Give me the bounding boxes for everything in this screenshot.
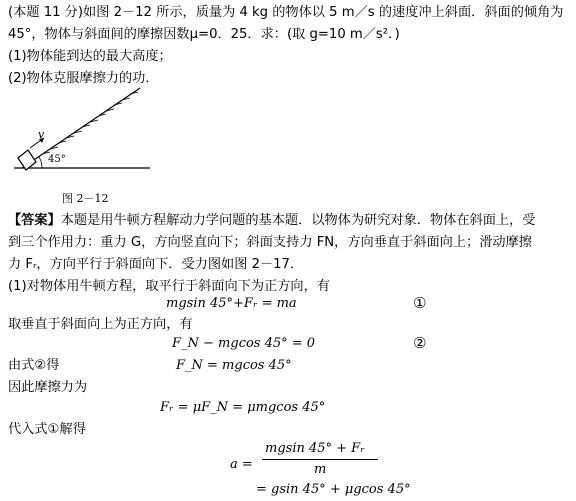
problem-line-1: (本题 11 分)如图 2－12 所示，质量为 4 kg 的物体以 5 m／s 的速度冲上斜面．斜面的倾角为 <box>8 5 564 20</box>
equation-1-number: ① <box>413 294 427 312</box>
answer-line-7: 因此摩擦力为 <box>8 380 88 395</box>
angle-arc <box>39 157 42 168</box>
equation-1: mgsin 45°+Fᵣ = ma <box>166 296 297 311</box>
equation-2: F_N − mgcos 45° = 0 <box>172 336 316 351</box>
answer-line-1 <box>8 212 536 229</box>
incline-figure <box>12 82 152 186</box>
equation-5-fraction-bar <box>262 459 378 460</box>
equation-2-number: ② <box>413 334 427 352</box>
equation-5-lhs: a = <box>230 457 253 472</box>
answer-line-2: 到三个作用力：重力 G，方向竖直向下；斜面支持力 FN，方向垂直于斜面向上；滑动摩擦 <box>8 235 532 250</box>
answer-line-3: 力 Fᵣ，方向平行于斜面向下．受力图如图 2－17． <box>8 257 304 272</box>
answer-line-8: 代入式①解得 <box>8 422 86 437</box>
block <box>18 150 36 170</box>
answer-line-6: 由式②得 <box>8 358 60 373</box>
equation-6: = gsin 45° + μgcos 45° <box>256 482 411 497</box>
velocity-label: v <box>38 128 45 141</box>
answer-line-5: 取垂直于斜面向上为正方向，有 <box>8 317 193 332</box>
answer-tag: 【答案】 <box>8 213 61 228</box>
equation-5-denominator: m <box>314 462 327 477</box>
equation-5-numerator: mgsin 45° + Fᵣ <box>265 441 365 456</box>
angle-label: 45° <box>48 154 66 165</box>
problem-line-2: 45°，物体与斜面间的摩擦因数μ=0．25．求：(取 g=10 m／s²．) <box>8 27 400 42</box>
problem-line-3: (1)物体能到达的最大高度； <box>8 49 172 64</box>
figure-caption: 图 2－12 <box>62 192 109 205</box>
equation-3: F_N = mgcos 45° <box>176 358 292 373</box>
answer-line-4: (1)对物体用牛顿方程，取平行于斜面向下为正方向，有 <box>8 279 330 294</box>
equation-4: Fᵣ = μF_N = μmgcos 45° <box>160 400 326 415</box>
problem-line-4: (2)物体克服摩擦力的功． <box>8 71 159 86</box>
answer-line-1-text: 本题是用牛顿方程解动力学问题的基本题．以物体为研究对象．物体在斜面上，受 <box>60 213 536 228</box>
incline-diagram <box>12 82 152 182</box>
